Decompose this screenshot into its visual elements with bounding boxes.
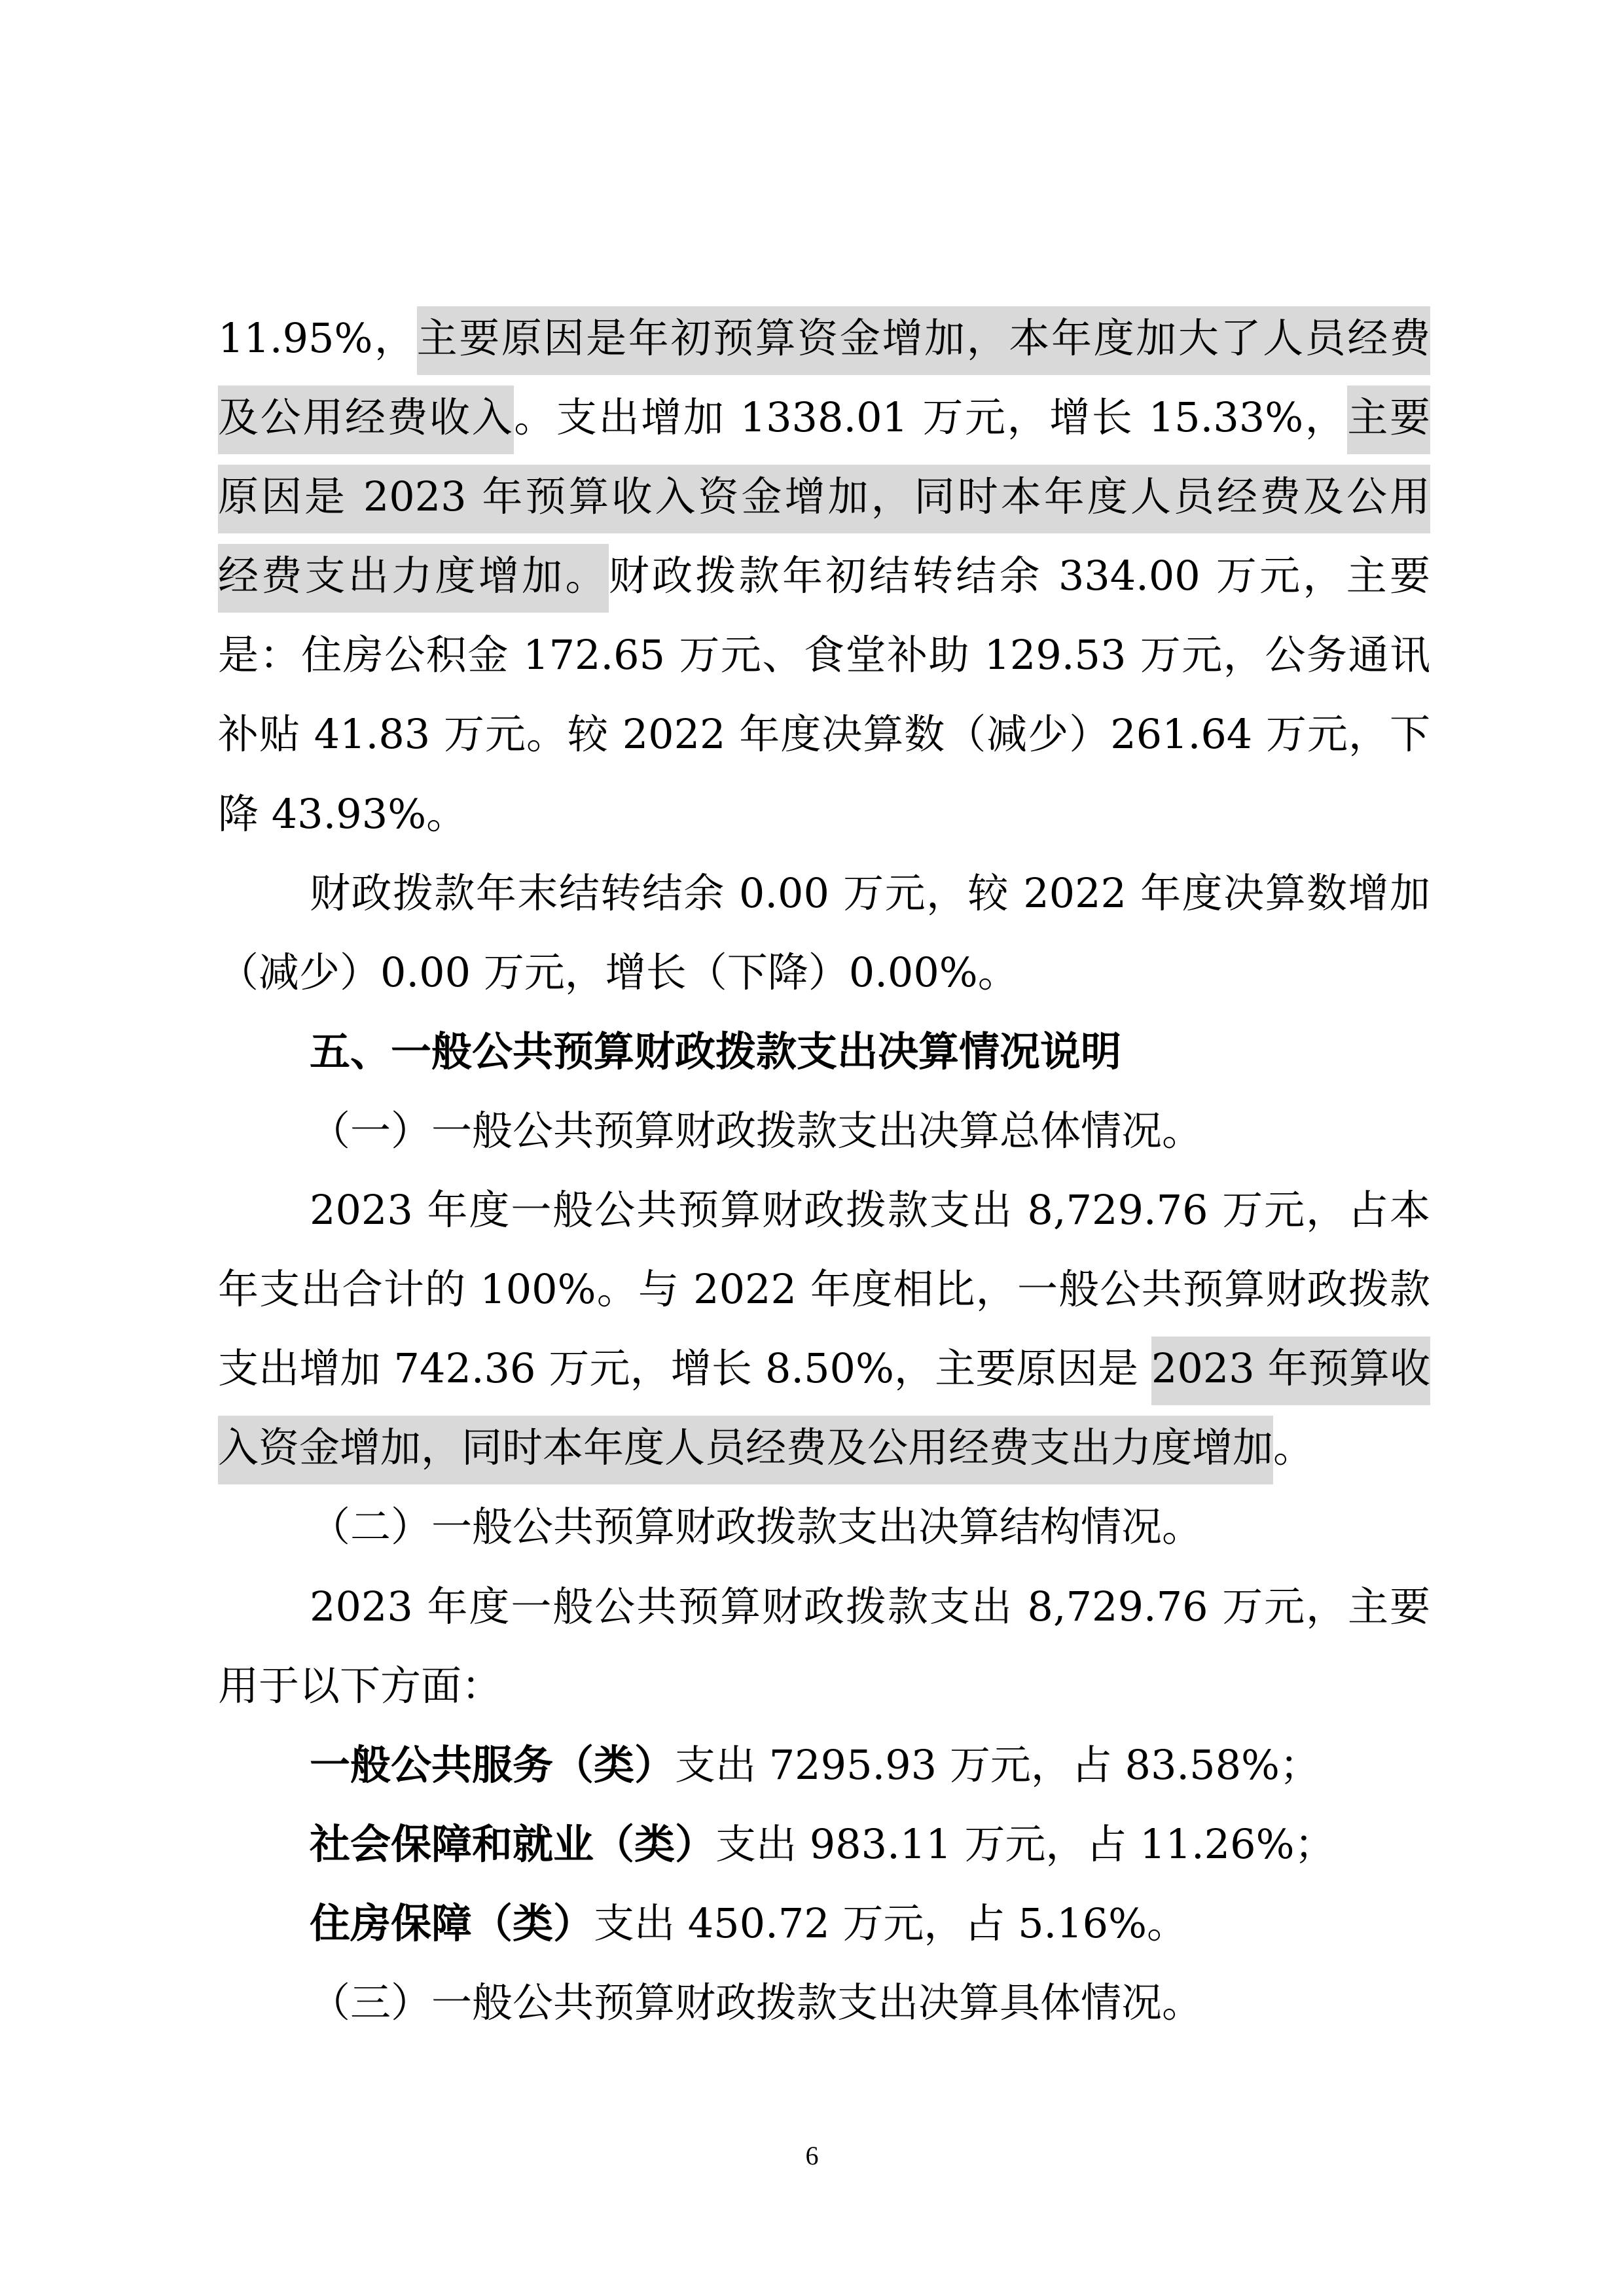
text-line <box>218 378 1430 457</box>
text-segment: 财政拨款年末结转结余 0.00 万元，较 2022 年度决算数增加 <box>310 869 1430 917</box>
text-segment: 补贴 41.83 万元。较 2022 年度决算数（减少）261.64 万元，下 <box>218 710 1430 759</box>
text-line <box>218 1567 1430 1646</box>
text-segment: 支出增加 742.36 万元，增长 8.50%，主要原因是 <box>218 1344 1151 1393</box>
highlighted-text: 主要原因是年初预算资金增加，本年度加大了人员经费 <box>417 306 1430 375</box>
text-segment: 年支出合计的 100%。与 2022 年度相比，一般公共预算财政拨款 <box>218 1265 1430 1314</box>
text-line <box>218 1804 1430 1884</box>
text-line <box>218 1725 1430 1804</box>
text-line <box>218 1170 1430 1249</box>
highlighted-text: 主要 <box>1347 386 1430 454</box>
text-segment: （减少）0.00 万元，增长（下降）0.00%。 <box>218 948 1019 996</box>
text-line <box>218 1249 1430 1329</box>
text-segment: 支出 450.72 万元，占 5.16%。 <box>594 1899 1188 1947</box>
text-line <box>218 933 1430 1012</box>
text-line <box>218 1487 1430 1566</box>
bold-text: 社会保障和就业（类） <box>310 1820 716 1868</box>
text-line <box>218 1329 1430 1408</box>
bold-text: 一般公共服务（类） <box>310 1740 676 1789</box>
document-body <box>218 298 1430 2042</box>
text-line <box>218 1012 1430 1091</box>
text-line <box>218 853 1430 933</box>
highlighted-text: 经费支出力度增加。 <box>218 544 609 613</box>
highlighted-text: 及公用经费收入 <box>218 386 514 454</box>
highlighted-text: 原因是 2023 年预算收入资金增加，同时本年度人员经费及公用 <box>218 465 1430 533</box>
text-line <box>218 1091 1430 1170</box>
text-segment: （三）一般公共预算财政拨款支出决算具体情况。 <box>310 1978 1203 2026</box>
text-line <box>218 536 1430 615</box>
text-line <box>218 298 1430 378</box>
text-segment: 支出 983.11 万元，占 11.26%； <box>715 1820 1335 1868</box>
text-segment: 用于以下方面： <box>218 1661 503 1710</box>
highlighted-text: 2023 年预算收 <box>1151 1336 1430 1405</box>
text-line <box>218 774 1430 853</box>
text-segment: 2023 年度一般公共预算财政拨款支出 8,729.76 万元，占本 <box>310 1186 1430 1234</box>
bold-text: 五、一般公共预算财政拨款支出决算情况说明 <box>310 1027 1122 1075</box>
text-line <box>218 1408 1430 1487</box>
highlighted-text: 入资金增加，同时本年度人员经费及公用经费支出力度增加 <box>218 1416 1273 1484</box>
text-segment: 11.95%， <box>218 314 417 362</box>
text-segment: 降 43.93%。 <box>218 789 467 838</box>
text-segment: 支出 7295.93 万元，占 83.58%； <box>675 1740 1320 1789</box>
text-line <box>218 1884 1430 1963</box>
bold-text: 住房保障（类） <box>310 1899 594 1947</box>
text-segment: 2023 年度一般公共预算财政拨款支出 8,729.76 万元，主要 <box>310 1582 1430 1630</box>
text-segment: （一）一般公共预算财政拨款支出决算总体情况。 <box>310 1106 1203 1155</box>
text-segment: 。 <box>1273 1424 1314 1472</box>
text-segment: （二）一般公共预算财政拨款支出决算结构情况。 <box>310 1503 1203 1551</box>
text-line <box>218 615 1430 694</box>
text-line <box>218 1963 1430 2042</box>
text-segment: 是：住房公积金 172.65 万元、食堂补助 129.53 万元，公务通讯 <box>218 631 1430 679</box>
text-segment: 财政拨款年初结转结余 334.00 万元，主要 <box>608 552 1430 600</box>
text-line <box>218 457 1430 536</box>
text-line <box>218 1646 1430 1725</box>
text-segment: 。支出增加 1338.01 万元，增长 15.33%， <box>514 393 1348 442</box>
text-line <box>218 694 1430 774</box>
page-number: 6 <box>805 2141 819 2170</box>
